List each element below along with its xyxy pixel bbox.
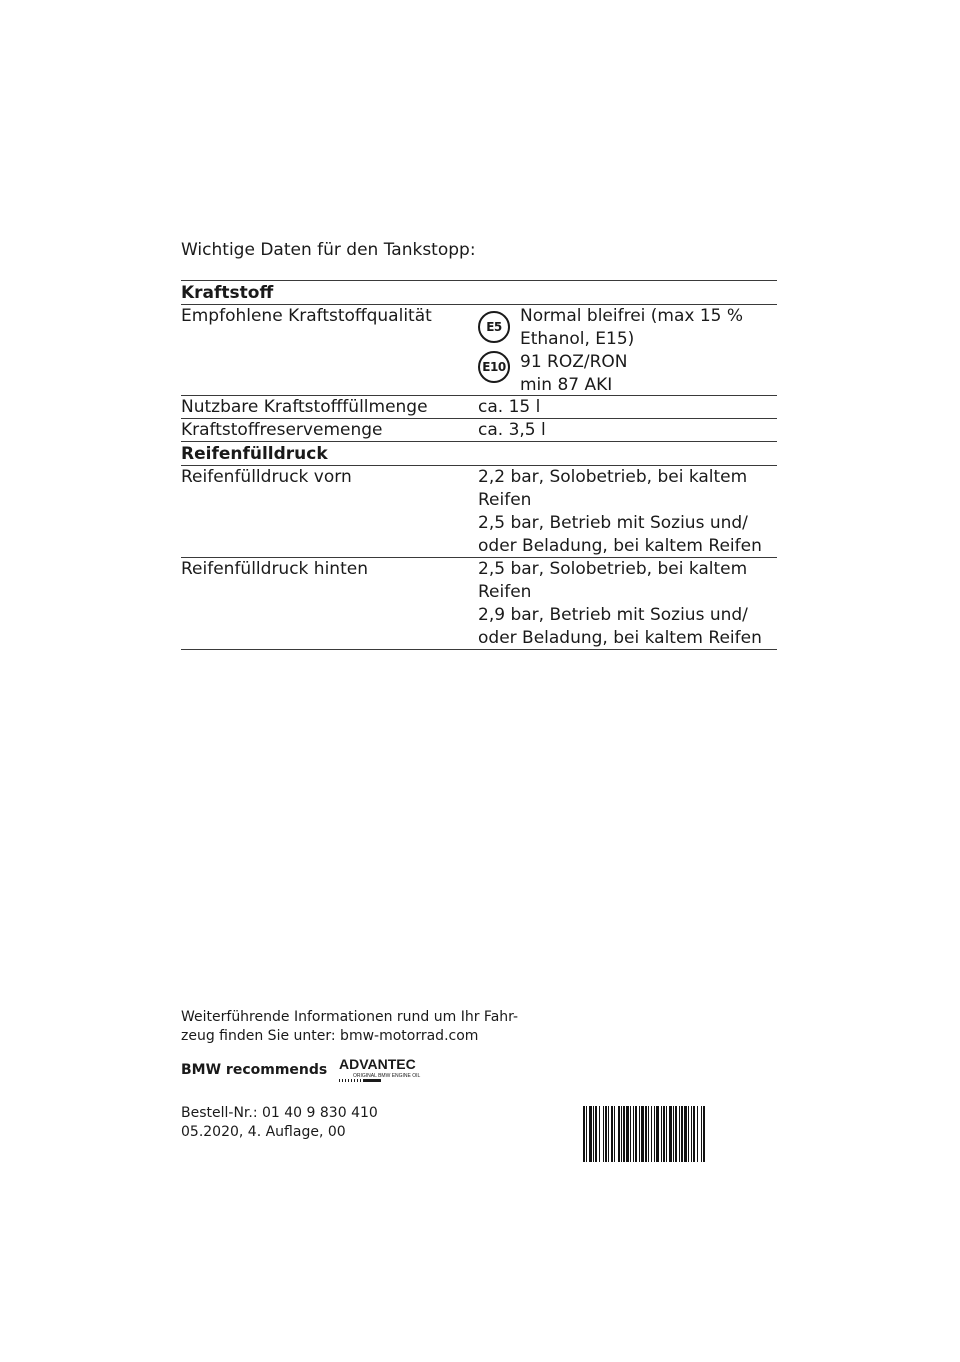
barcode-bar xyxy=(654,1106,655,1162)
section-title-fuel xyxy=(181,281,777,304)
barcode-bar xyxy=(639,1106,640,1162)
row-value: ca. 15 l xyxy=(478,397,541,417)
barcode-bar xyxy=(666,1106,667,1162)
row-label: Nutzbare Kraftstofffüllmenge xyxy=(181,397,428,417)
barcode-bar xyxy=(679,1106,680,1162)
tire-line: Reifen xyxy=(478,582,532,602)
barcode-bar xyxy=(693,1106,695,1162)
barcode-bar xyxy=(681,1106,683,1162)
barcode-bar xyxy=(589,1106,592,1162)
section-title: Kraftstoff xyxy=(181,283,274,303)
advantec-logo-name: ADVANTEC xyxy=(339,1056,416,1072)
advantec-logo-sub: ORIGINAL BMW ENGINE OIL xyxy=(353,1073,421,1079)
barcode-bar xyxy=(618,1106,620,1162)
row-label: Reifenfülldruck hinten xyxy=(181,559,368,579)
tire-line: 2,9 bar, Betrieb mit Sozius und/ xyxy=(478,605,748,625)
barcode-bar xyxy=(656,1106,659,1162)
row-value xyxy=(478,466,777,557)
barcode-bar xyxy=(663,1106,665,1162)
barcode-bar xyxy=(673,1106,674,1162)
barcode-bar xyxy=(645,1106,647,1162)
barcode-bar xyxy=(608,1106,609,1162)
barcode-bar xyxy=(691,1106,692,1162)
barcode-bar xyxy=(621,1106,622,1162)
spec-table xyxy=(181,280,777,650)
section-title: Reifenfülldruck xyxy=(181,444,328,464)
more-info-line: Weiterführende Informationen rund um Ihr Fahr- xyxy=(181,1009,519,1025)
barcode-bar xyxy=(648,1106,649,1162)
barcode-bar xyxy=(626,1106,629,1162)
row-label: Empfohlene Kraftstoffqualität xyxy=(181,306,432,326)
barcode-bar xyxy=(703,1106,705,1162)
barcode-bar xyxy=(623,1106,625,1162)
more-info-text xyxy=(181,1008,551,1046)
tire-line: 2,5 bar, Betrieb mit Sozius und/ xyxy=(478,513,748,533)
barcode-bar xyxy=(630,1106,631,1162)
order-number: Bestell-Nr.: 01 40 9 830 410 xyxy=(181,1105,378,1121)
section-title-tire xyxy=(181,442,777,465)
barcode-bar xyxy=(595,1106,597,1162)
e5-fuel-icon: E5 xyxy=(478,311,510,343)
edition-info: 05.2020, 4. Auflage, 00 xyxy=(181,1124,346,1140)
table-row xyxy=(181,305,777,395)
tire-line: oder Beladung, bei kaltem Reifen xyxy=(478,628,762,648)
bmw-recommends-text: BMW recommends xyxy=(181,1061,328,1078)
barcode-bar xyxy=(605,1106,607,1162)
fuel-quality-line: Ethanol, E15) xyxy=(520,329,635,349)
barcode-bar xyxy=(669,1106,672,1162)
barcode-bar xyxy=(661,1106,662,1162)
barcode-bar xyxy=(633,1106,634,1162)
recommends-line xyxy=(181,1056,447,1084)
tire-line: 2,2 bar, Solobetrieb, bei kaltem xyxy=(478,467,748,487)
barcode-bar xyxy=(593,1106,594,1162)
barcode-bar xyxy=(641,1106,644,1162)
advantec-logo-stripe xyxy=(339,1079,381,1082)
tire-line: 2,5 bar, Solobetrieb, bei kaltem xyxy=(478,559,748,579)
barcode-bar xyxy=(675,1106,677,1162)
barcode-bar xyxy=(688,1106,689,1162)
fuel-quality-text xyxy=(520,305,743,395)
barcode-bar xyxy=(697,1106,698,1162)
barcode-bar xyxy=(583,1106,585,1162)
tire-line: Reifen xyxy=(478,490,532,510)
table-row xyxy=(181,396,777,418)
row-label: Reifenfülldruck vorn xyxy=(181,467,352,487)
barcode-icon xyxy=(581,1106,777,1162)
barcode-bar xyxy=(599,1106,600,1162)
fuel-quality-line: Normal bleifrei (max 15 % xyxy=(520,306,744,326)
fuel-quality-line: 91 ROZ/RON xyxy=(520,352,628,372)
fuel-quality-line: min 87 AKI xyxy=(520,375,613,395)
table-row xyxy=(181,466,777,557)
tire-line: oder Beladung, bei kaltem Reifen xyxy=(478,536,762,556)
barcode-bar xyxy=(701,1106,702,1162)
barcode-bar xyxy=(611,1106,613,1162)
order-info xyxy=(181,1104,378,1142)
row-value xyxy=(478,305,777,395)
e10-fuel-icon: E10 xyxy=(478,351,510,383)
fuel-badges xyxy=(478,305,520,395)
row-label: Kraftstoffreservemenge xyxy=(181,420,383,440)
barcode-bar xyxy=(651,1106,652,1162)
barcode-bar xyxy=(614,1106,615,1162)
intro-heading: Wichtige Daten für den Tankstopp: xyxy=(181,240,476,260)
table-row xyxy=(181,558,777,649)
barcode-bar xyxy=(586,1106,587,1162)
advantec-logo xyxy=(337,1056,447,1084)
barcode-bar xyxy=(603,1106,604,1162)
row-value xyxy=(478,558,777,649)
more-info-line: zeug finden Sie unter: bmw-motorrad.com xyxy=(181,1028,479,1044)
row-value: ca. 3,5 l xyxy=(478,420,546,440)
barcode-bar xyxy=(635,1106,637,1162)
barcode-bar xyxy=(684,1106,687,1162)
table-row xyxy=(181,419,777,441)
